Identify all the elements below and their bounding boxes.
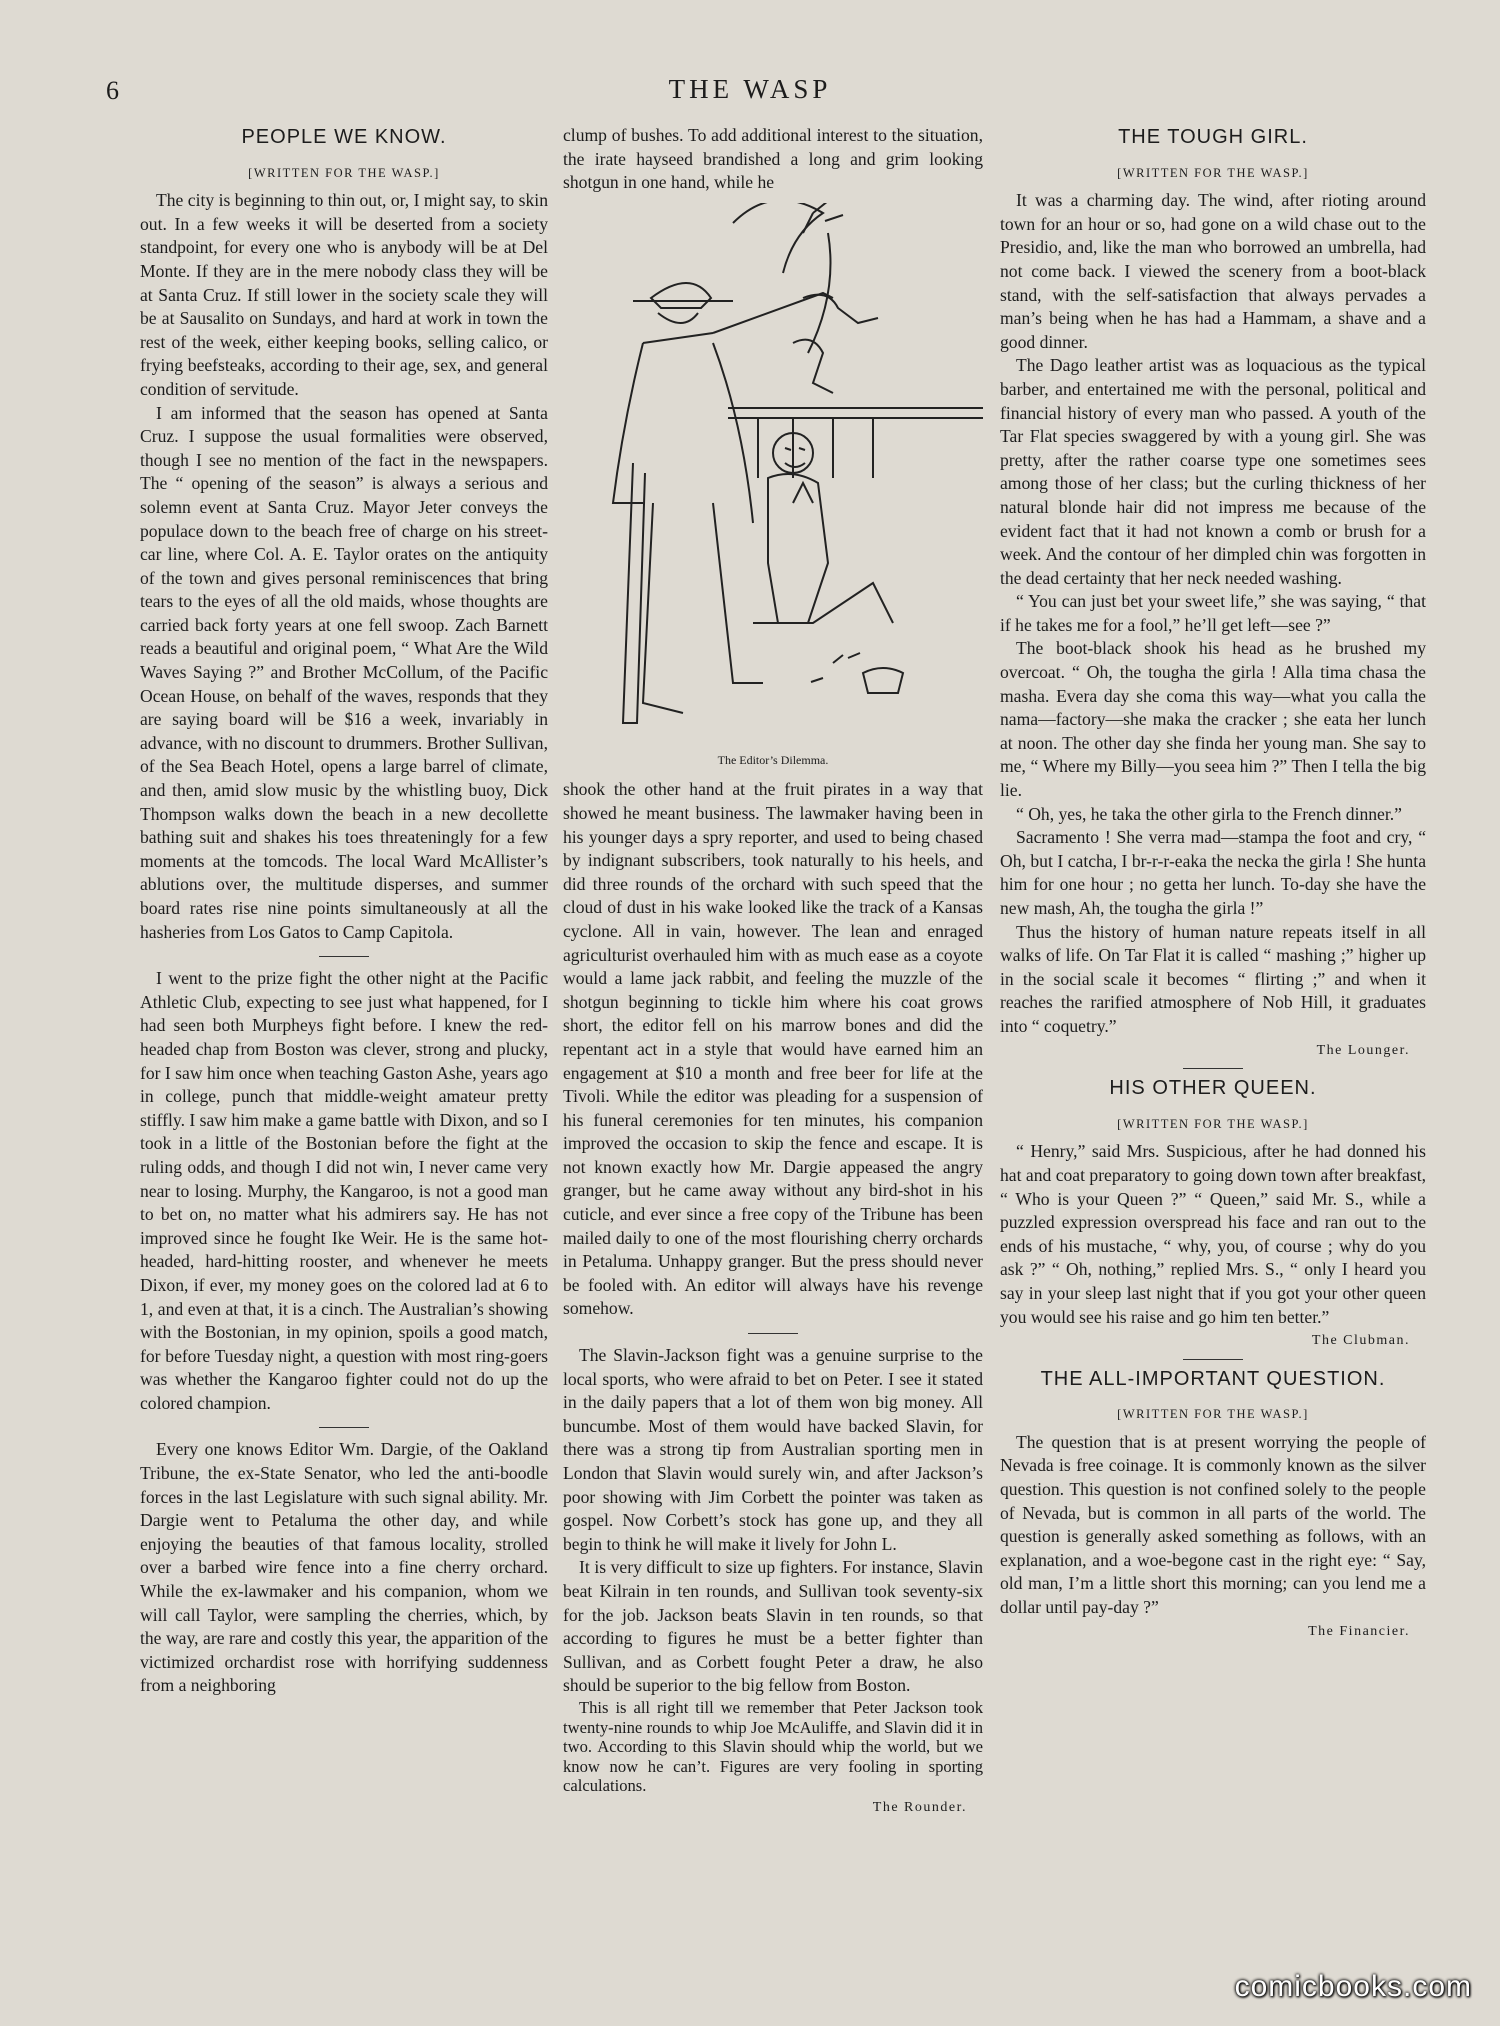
section-divider xyxy=(1183,1359,1243,1360)
section-divider xyxy=(319,956,369,957)
signature-financier: The Financier. xyxy=(1308,1623,1410,1639)
paragraph: I am informed that the season has opened at Santa Cruz. I suppose the usual formalities were observed, though I see no mention of the fact in the newspapers. The “ opening of the season” is always a serious and solemn event at Santa Cruz. Mayor Jeter conveys the populace down to the beach free of charge on his street-car line, where Col. A. E. Taylor orates on the antiquity of the town and gives personal reminiscences that bring tears to the eyes of all the old maids, whose thoughts are carried back forty years at one fell swoop. Zach Barnett reads a beautiful and original poem, “ What Are the Wild Waves Saying ?” and Brother McCollum, of the Pacific Ocean House, on behalf of the waves, responds that they are saying board will be $16 a week, invariably in advance, with no discount to drummers. Brother Sullivan, of the Sea Beach Hotel, opens a large barrel of climate, and then, amid slow music by the whistling buoy, Dick Thompson walks down the beach in a new decollette bathing suit and shakes his toes threateningly for a few moments at the tomcods. The local Ward McAllister’s ablutions over, the multitude disperses, and summer board rates rise nine points simultaneously at all the hasheries from Los Gatos to Camp Capitola. xyxy=(140,402,548,942)
section-divider xyxy=(319,1427,369,1428)
paragraph: clump of bushes. To add additional interest to the situation, the irate hayseed brandished a long and grim looking shotgun in one hand, while he xyxy=(563,125,983,193)
paragraph: The Slavin-Jackson fight was a genuine surprise to the local sports, who were afraid to bet on Peter. I see it stated in the daily papers that a lot of them won big money. All buncumbe. Most of them would have backed Slavin, for there was a strong tip from Australian sporting men in London that Slavin would surely win, and after Jackson’s poor showing with Jim Corbett the pointer was taken as gospel. Now Corbett’s stock has gone up, and they all begin to think he will make it lively for John L. xyxy=(563,1345,983,1554)
paragraph: Thus the history of human nature repeats itself in all walks of life. On Tar Flat it is called “ mashing ;” higher up in the social scale it becomes “ flirting ;” and when it reaches the rarified atmosphere of Nob Hill, it graduates into “ coquetry.” xyxy=(1000,921,1426,1036)
paragraph: “ Oh, yes, he taka the other girla to the French dinner.” xyxy=(1016,803,1402,824)
article-credit: [WRITTEN FOR THE WASP.] xyxy=(1117,1407,1309,1422)
article-title-his-other-queen: HIS OTHER QUEEN. xyxy=(1109,1077,1317,1100)
watermark: comicbooks.com xyxy=(1234,1970,1472,2003)
masthead: THE WASP xyxy=(668,74,832,104)
paragraph: The Dago leather artist was as loquacious as the typical barber, and entertained me with the personal, political and financial history of every man who passed. A youth of the Tar Flat species swaggered by with a young girl. She was pretty, after the rather coarse type one sometimes sees among those of her class; but the curling thickness of her natural blonde hair did not impress me because of the evident fact that it had not known a comb or brush for a week. And the contour of her dimpled chin was forgotten in the dead certainty that her neck needed washing. xyxy=(1000,355,1426,588)
article-title-tough-girl: THE TOUGH GIRL. xyxy=(1118,126,1308,148)
section-divider xyxy=(1183,1068,1243,1069)
article-title-all-important-question: THE ALL-IMPORTANT QUESTION. xyxy=(1040,1367,1386,1390)
signature-clubman: The Clubman. xyxy=(1311,1333,1410,1349)
paragraph: It was a charming day. The wind, after rioting around town for an hour or so, had gone on a wild chase out to the Presidio, and, like the man who borrowed an umbrella, had not come back. I viewed the scenery from a boot-black stand, with the self-satisfaction that always pervades a man’s being when he has had a Hammam, a shave and a good dinner. xyxy=(1000,190,1426,352)
article-credit: [WRITTEN FOR THE WASP.] xyxy=(248,165,440,180)
paragraph: It is very difficult to size up fighters. For instance, Slavin beat Kilrain in ten rounds, and Sullivan took seventy-six for the job. Jackson beats Slavin in ten rounds, so that according to figures he must be a better fighter than Sullivan, and as Corbett fought Peter a draw, he also should be superior to the big fellow from Boston. xyxy=(563,1557,983,1696)
paragraph: Sacramento ! She verra mad—stampa the foot and cry, “ Oh, but I catcha, I br-r-r-eaka the necka the girla ! She hunta him for one hour ; no getta her lunch. To-day she have the new mash, Ah, the tougha the girla !” xyxy=(1000,827,1426,918)
column-left xyxy=(140,120,548,1698)
article-credit: [WRITTEN FOR THE WASP.] xyxy=(1117,165,1309,180)
signature-rounder: The Rounder. xyxy=(872,1799,967,1815)
paragraph: “ You can just bet your sweet life,” she was saying, “ that if he takes me for a fool,” he’ll get left—see ?” xyxy=(1000,591,1426,635)
column-middle xyxy=(563,124,983,1820)
paragraph: The boot-black shook his head as he brushed my overcoat. “ Oh, the tougha the girla ! Alla tima chasa the masha. Evera day she coma this way—what you calla the nama—factory—she maka the cracker ; she eata her lunch at noon. The other day she finda her young man. She say to me, “ Where my Billy—you seea him ?” Then I tella the big lie. xyxy=(1000,638,1426,801)
signature-lounger: The Lounger. xyxy=(1316,1042,1410,1058)
paragraph: Every one knows Editor Wm. Dargie, of the Oakland Tribune, the ex-State Senator, who led the anti-boodle forces in the last Legislature with such signal ability. Mr. Dargie went to Petaluma the other day, and while enjoying the beauties of that famous locality, strolled over a barbed wire fence into a fine cherry orchard. While the ex-lawmaker and his companion, whom we will call Taylor, were sampling the cherries, which, by the way, are rare and costly this year, the apparition of the victimized orchardist rose with horrifying suddenness from a neighboring xyxy=(140,1439,548,1696)
editors-dilemma-illustration xyxy=(563,203,983,743)
article-title-people-we-know: PEOPLE WE KNOW. xyxy=(241,126,447,148)
illustration-caption: The Editor’s Dilemma. xyxy=(717,752,829,767)
paragraph: I went to the prize fight the other night at the Pacific Athletic Club, expecting to see just what happened, for I had seen both Murpheys fight before. I knew the red-headed chap from Boston was clever, strong and plucky, for I saw him once when teaching Gaston Ashe, years ago in college, punch that middle-weight amateur pretty stiffly. I saw him make a game battle with Dixon, and so I took in a little of the Bostonian before the fight at the ruling odds, and though I did not win, I never came very near to losing. Murphy, the Kangaroo, is not a good man to bet on, no matter what his admirers say. He has not improved since he fought Ike Weir. He is the same hot-headed, hard-hitting rooster, and whenever he meets Dixon, if ever, my money goes on the colored lad at 6 to 1, and even at that, it is a cinch. The Australian’s showing with the Bostonian, in my opinion, spoils a good match, for before Tuesday night, a question with most ring-goers was whether the Kangaroo fighter could not do up the colored champion. xyxy=(140,968,548,1413)
paragraph: This is all right till we remember that Peter Jackson took twenty-nine rounds to whip Joe McAuliffe, and Slavin did it in two. According to this Slavin should whip the world, but we know now he can’t. Figures are very fooling in sporting calculations. xyxy=(563,1697,983,1796)
paragraph: The question that is at present worrying the people of Nevada is free coinage. It is commonly known as the silver question. This question is not confined solely to the people of Nevada, but is common in all parts of the world. The question is generally asked something as follows, with an explanation, and a woe-begone cast in the right eye: “ Say, old man, I’m a little short this morning; can you lend me a dollar until pay-day ?” xyxy=(1000,1431,1426,1618)
paragraph: “ Henry,” said Mrs. Suspicious, after he had donned his hat and coat preparatory to going down town after breakfast, “ Who is your Queen ?” “ Queen,” said Mr. S., while a puzzled expression overspread his face and ran out to the ends of his mustache, “ why, you, of course ; why do you ask ?” “ Oh, nothing,” replied Mrs. S., “ only I heard you say in your sleep last night that if you got your other queen you would see his raise and go him ten better.” xyxy=(1000,1141,1427,1327)
paragraph: shook the other hand at the fruit pirates in a way that showed he meant business. The lawmaker having been in his younger days a spry reporter, and used to being chased by indignant subscribers, took naturally to his heels, and did three rounds of the orchard with such speed that the cloud of dust in his wake looked like the track of a Kansas cyclone. All in vain, however. The lean and enraged agriculturist overhauled him with as much ease as a coyote would a lame jack rabbit, and feeling the muzzle of the shotgun beginning to tickle him where his coat grows short, the editor fell on his marrow bones and did the repentant act in a style that would have earned him an engagement at $10 a month and free beer for life at the Tivoli. While the editor was pleading for a suspension of his funeral ceremonies for ten minutes, his companion improved the occasion to skip the fence and escape. It is not known exactly how Mr. Dargie appeased the angry granger, but he came away without any bird-shot in his cuticle, and ever since a free copy of the Tribune has been mailed daily to one of the most flourishing cherry orchards in Petaluma. Unhappy granger. But the press should never be fooled with. An editor will always have his revenge somehow. xyxy=(563,779,983,1319)
article-credit: [WRITTEN FOR THE WASP.] xyxy=(1117,1116,1309,1131)
section-divider xyxy=(748,1333,798,1334)
column-right xyxy=(1000,120,1426,1643)
paragraph: The city is beginning to thin out, or, I might say, to skin out. In a few weeks it will be deserted from a society standpoint, for every one who is anybody will be at Del Monte. If they are in the mere nobody class they will be at Santa Cruz. If still lower in the society scale they will be at Sausalito on Sundays, and hard at work in town the rest of the week, either keeping books, selling calico, or frying beefsteaks, according to their age, sex, and general condition of servitude. xyxy=(140,190,548,399)
page-number: 6 xyxy=(106,76,119,105)
